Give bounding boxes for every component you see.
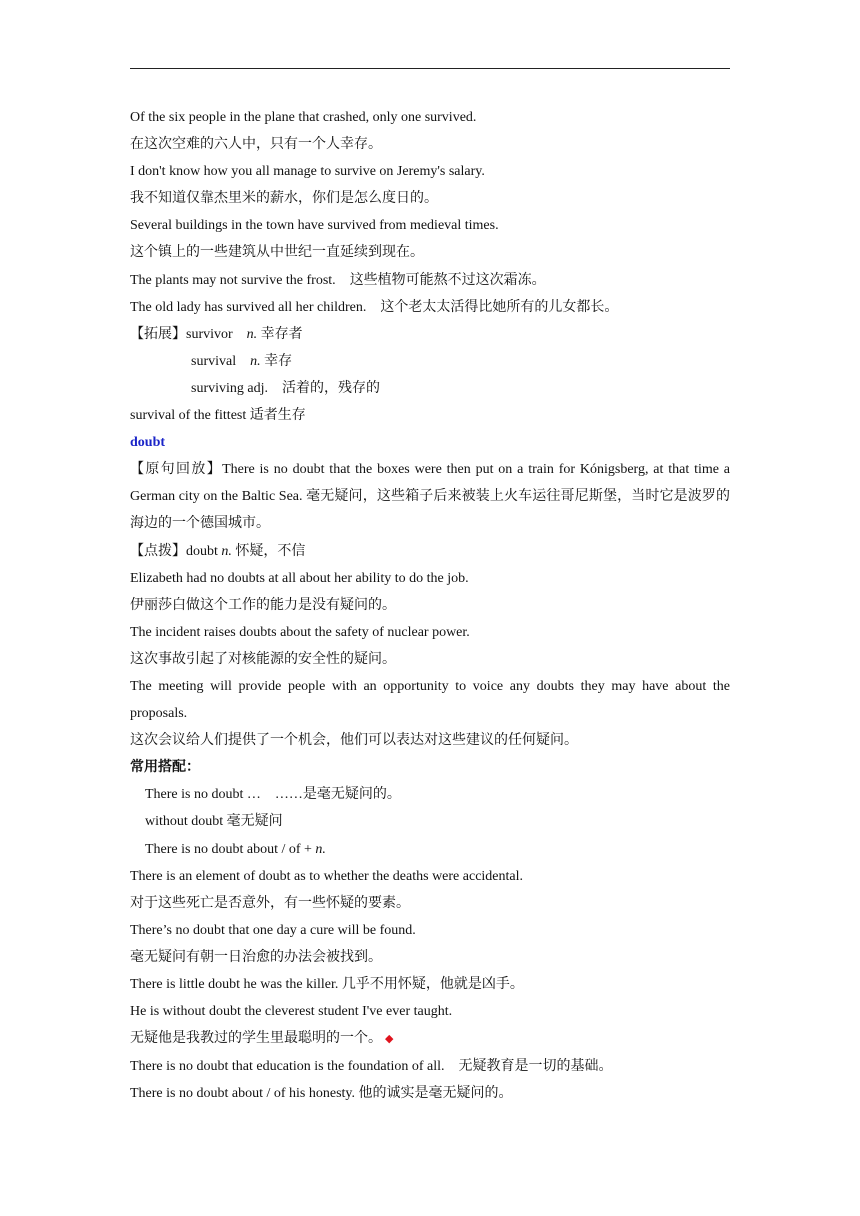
document-body [130, 104, 730, 1107]
sentence-en: The meeting will provide people with an opportunity to voice any doubts they may have about the proposals. [130, 678, 730, 722]
collocation-zh: ……是毫无疑问的。 [274, 787, 401, 803]
collocation-zh: 毫无疑问 [226, 814, 283, 830]
sentence-en: Several buildings in the town have survived from medieval times. [130, 218, 499, 234]
expand-meaning: 幸存者 [260, 326, 303, 342]
sentence-zh: 这些植物可能熬不过这次霜冻。 [349, 272, 546, 288]
original-translation: 毫无疑问，这些箱子后来被装上火车运往哥尼斯堡，当时它是波罗的海边的一个德国城市。 [130, 489, 731, 532]
expand-word: survival [191, 353, 237, 369]
collocation-en: There is no doubt … [145, 787, 261, 803]
collocation-item [130, 808, 730, 835]
collocations-heading: 常用搭配： [130, 760, 200, 776]
sentence-zh: 他的诚实是毫无疑问的。 [358, 1086, 513, 1102]
sentence-en: The incident raises doubts about the safety of nuclear power. [130, 624, 470, 640]
phrase-en: survival of the fittest [130, 408, 247, 424]
sentence-en: Elizabeth had no doubts at all about her ability to do the job. [130, 570, 469, 586]
tip-line [130, 538, 730, 565]
expand-pos: n. [246, 326, 258, 342]
collocation-item [130, 836, 730, 863]
sentence-en: Of the six people in the plane that crashed, only one survived. [130, 110, 477, 125]
expand-item [130, 348, 730, 375]
expand-word: survivor [186, 326, 233, 342]
sentence-zh: 这个老太太活得比她所有的儿女都长。 [380, 299, 619, 315]
sentence-zh: 对于这些死亡是否意外，有一些怀疑的要素。 [130, 895, 410, 911]
sentence-zh: 我不知道仅靠杰里米的薪水，你们是怎么度日的。 [130, 191, 438, 207]
sentence-en: There is little doubt he was the killer. [130, 977, 339, 992]
sentence-pair [130, 971, 730, 998]
sentence-en: The plants may not survive the frost. [130, 272, 336, 288]
keyword-heading: doubt [130, 435, 166, 451]
sentence-pair [130, 294, 730, 321]
sentence-zh: 这个镇上的一些建筑从中世纪一直延续到现在。 [130, 245, 424, 261]
tip-meaning: 怀疑，不信 [235, 543, 306, 559]
tip-tag: 【点拨】 [130, 543, 186, 559]
expand-meaning: 幸存 [264, 353, 293, 369]
sentence-en: He is without doubt the cleverest student I've ever taught. [130, 1004, 453, 1020]
collocation-en: There is no doubt about / of + [145, 841, 312, 857]
expand-item [130, 321, 730, 348]
sentence-en: There’s no doubt that one day a cure will be found. [130, 922, 416, 938]
sentence-en: I don't know how you all manage to survive on Jeremy's salary. [130, 164, 485, 180]
header-rule [130, 68, 730, 69]
sentence-en: There is no doubt about / of his honesty. [130, 1086, 356, 1102]
expand-meaning: 活着的，残存的 [282, 380, 380, 396]
diamond-marker-icon: ◆ [385, 1033, 394, 1046]
original-text: There is no doubt that the boxes were then put on a train for Kónigsberg, at that time a German city on the Baltic Sea. [130, 462, 731, 505]
sentence-zh: 伊丽莎白做这个工作的能力是没有疑问的。 [130, 597, 396, 613]
sentence-en: There is an element of doubt as to whether the deaths were accidental. [130, 868, 524, 884]
sentence-zh: 这次事故引起了对核能源的安全性的疑问。 [130, 651, 396, 667]
sentence-pair [130, 267, 730, 294]
tip-word: doubt [186, 543, 218, 559]
sentence-zh: 无疑教育是一切的基础。 [458, 1059, 613, 1075]
original-sentence [130, 456, 730, 537]
sentence-zh: 无疑他是我教过的学生里最聪明的一个。 [130, 1031, 382, 1047]
sentence-en: There is no doubt that education is the foundation of all. [130, 1059, 445, 1075]
collocation-item [130, 781, 730, 808]
phrase-line [130, 402, 730, 429]
sentence-zh: 毫无疑问有朝一日治愈的办法会被找到。 [130, 949, 382, 965]
expand-word: surviving adj. [191, 380, 268, 396]
sentence-zh-marked [130, 1025, 730, 1053]
original-tag: 【原句回放】 [130, 462, 223, 478]
expand-pos: n. [250, 353, 261, 369]
tip-pos: n. [221, 543, 232, 559]
sentence-pair [130, 1053, 730, 1080]
collocation-en: without doubt [145, 814, 224, 830]
sentence-zh: 在这次空难的六人中，只有一个人幸存。 [130, 137, 382, 153]
expand-tag: 【拓展】 [130, 326, 186, 342]
sentence-en: The old lady has survived all her children. [130, 299, 367, 315]
sentence-zh: 几乎不用怀疑，他就是凶手。 [341, 977, 524, 992]
phrase-zh: 适者生存 [249, 408, 306, 424]
expand-item [130, 375, 730, 402]
collocation-zh: n. [315, 841, 326, 857]
sentence-zh: 这次会议给人们提供了一个机会，他们可以表达对这些建议的任何疑问。 [130, 733, 578, 749]
sentence-pair [130, 1080, 730, 1107]
